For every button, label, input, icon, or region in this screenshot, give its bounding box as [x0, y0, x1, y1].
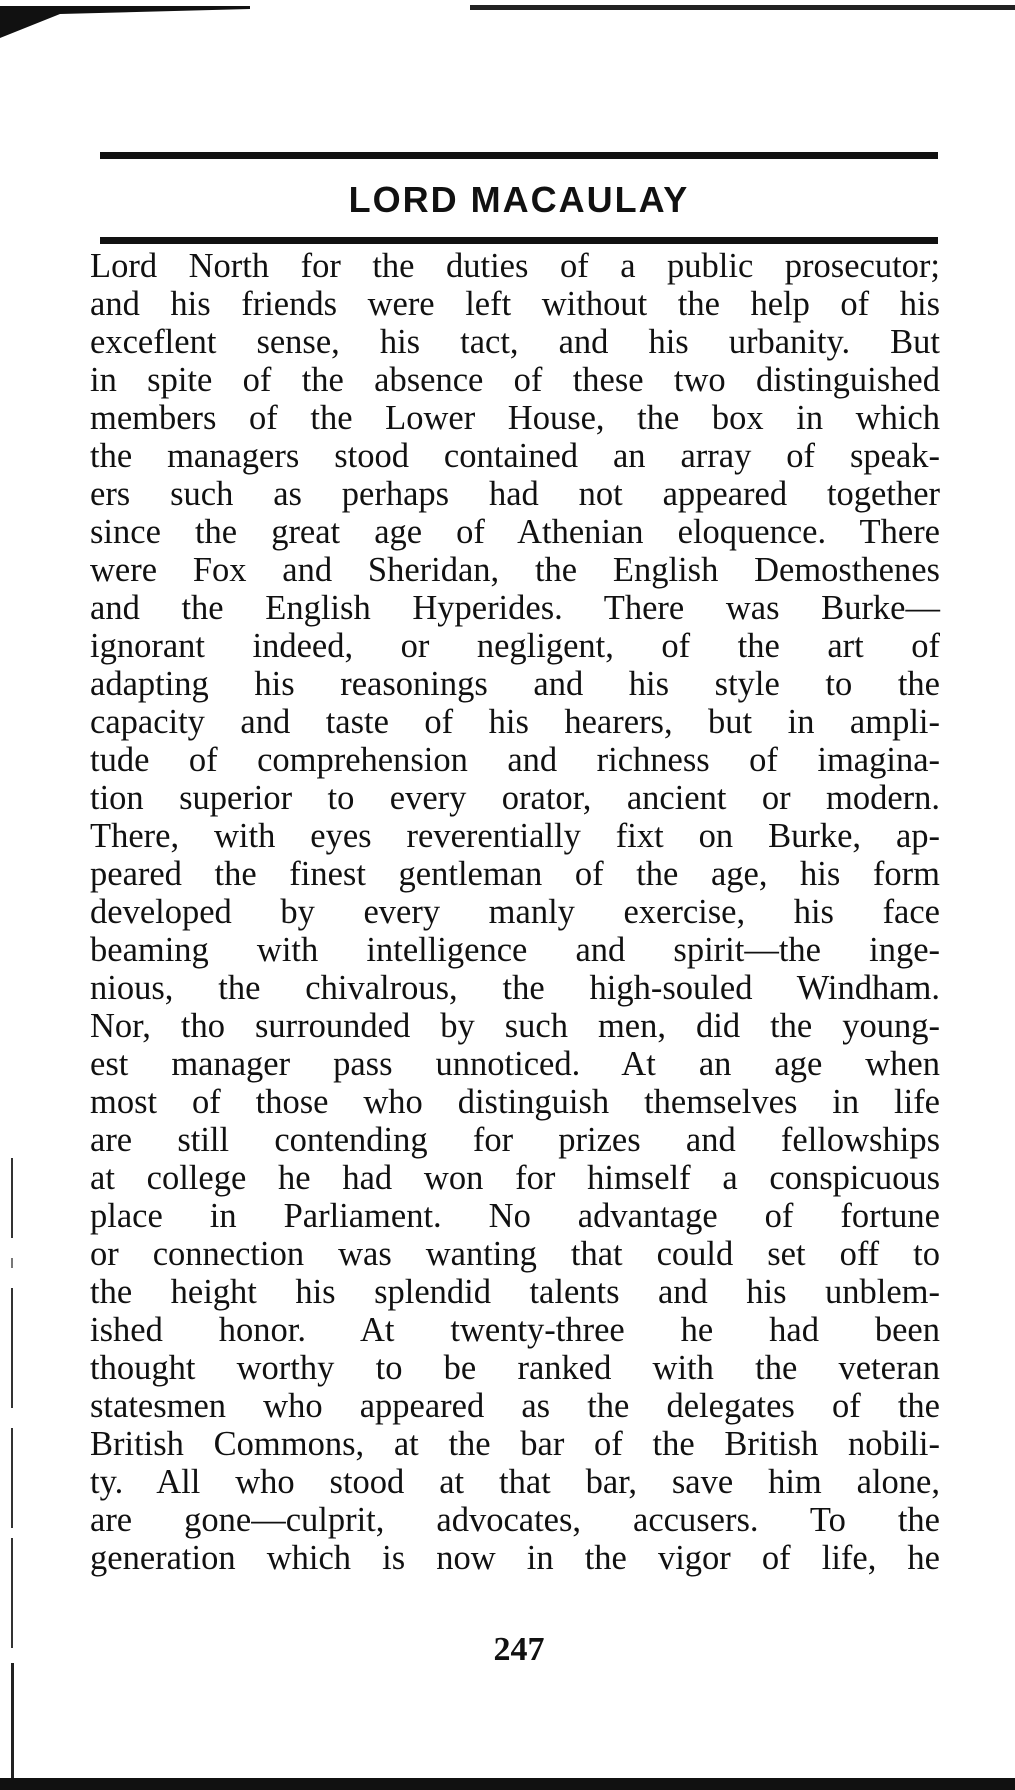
text-line: tion superior to every orator, ancient or modern.: [90, 779, 940, 817]
text-line: ty. All who stood at that bar, save him alone,: [90, 1463, 940, 1501]
text-line: ers such as perhaps had not appeared together: [90, 475, 940, 513]
text-line: and his friends were left without the help of his: [90, 285, 940, 323]
text-line: peared the finest gentleman of the age, his form: [90, 855, 940, 893]
text-line: There, with eyes reverentially fixt on Burke, ap-: [90, 817, 940, 855]
text-line: or connection was wanting that could set off to: [90, 1235, 940, 1273]
text-line: members of the Lower House, the box in which: [90, 399, 940, 437]
body-text: [90, 247, 940, 1577]
text-line: capacity and taste of his hearers, but in ampli-: [90, 703, 940, 741]
text-line: beaming with intelligence and spirit—the inge-: [90, 931, 940, 969]
text-line: Nor, tho surrounded by such men, did the young-: [90, 1007, 940, 1045]
text-line: most of those who distinguish themselves in life: [90, 1083, 940, 1121]
text-line: in spite of the absence of these two distinguished: [90, 361, 940, 399]
text-line: Lord North for the duties of a public prosecutor;: [90, 247, 940, 285]
text-line: were Fox and Sheridan, the English Demosthenes: [90, 551, 940, 589]
text-line: at college he had won for himself a conspicuous: [90, 1159, 940, 1197]
text-line: place in Parliament. No advantage of fortune: [90, 1197, 940, 1235]
text-line: the height his splendid talents and his unblem-: [90, 1273, 940, 1311]
scan-mark-left-edge: [10, 1158, 15, 1778]
running-head: LORD MACAULAY: [348, 179, 690, 220]
header-rule-bottom: [100, 237, 938, 244]
page-number: 247: [493, 1631, 545, 1668]
scan-mark-top-right: [470, 2, 1015, 14]
text-line: and the English Hyperides. There was Burke—: [90, 589, 940, 627]
text-line: ignorant indeed, or negligent, of the art of: [90, 627, 940, 665]
text-line: est manager pass unnoticed. At an age when: [90, 1045, 940, 1083]
text-line: adapting his reasonings and his style to the: [90, 665, 940, 703]
text-line: nious, the chivalrous, the high-souled Windham.: [90, 969, 940, 1007]
text-line: tude of comprehension and richness of imagina-: [90, 741, 940, 779]
text-line: statesmen who appeared as the delegates of the: [90, 1387, 940, 1425]
text-line: the managers stood contained an array of speak-: [90, 437, 940, 475]
text-line: are gone—culprit, advocates, accusers. To the: [90, 1501, 940, 1539]
header-rule-top: [100, 152, 938, 159]
text-line: exceflent sense, his tact, and his urbanity. But: [90, 323, 940, 361]
text-line: are still contending for prizes and fellowships: [90, 1121, 940, 1159]
scan-mark-bottom: [0, 1770, 1015, 1790]
text-line: ished honor. At twenty-three he had been: [90, 1311, 940, 1349]
text-line: developed by every manly exercise, his face: [90, 893, 940, 931]
text-line: since the great age of Athenian eloquence. There: [90, 513, 940, 551]
text-line: thought worthy to be ranked with the veteran: [90, 1349, 940, 1387]
text-line: generation which is now in the vigor of life, he: [90, 1539, 940, 1577]
text-line: British Commons, at the bar of the British nobili-: [90, 1425, 940, 1463]
scan-mark-top-left: [0, 0, 250, 40]
